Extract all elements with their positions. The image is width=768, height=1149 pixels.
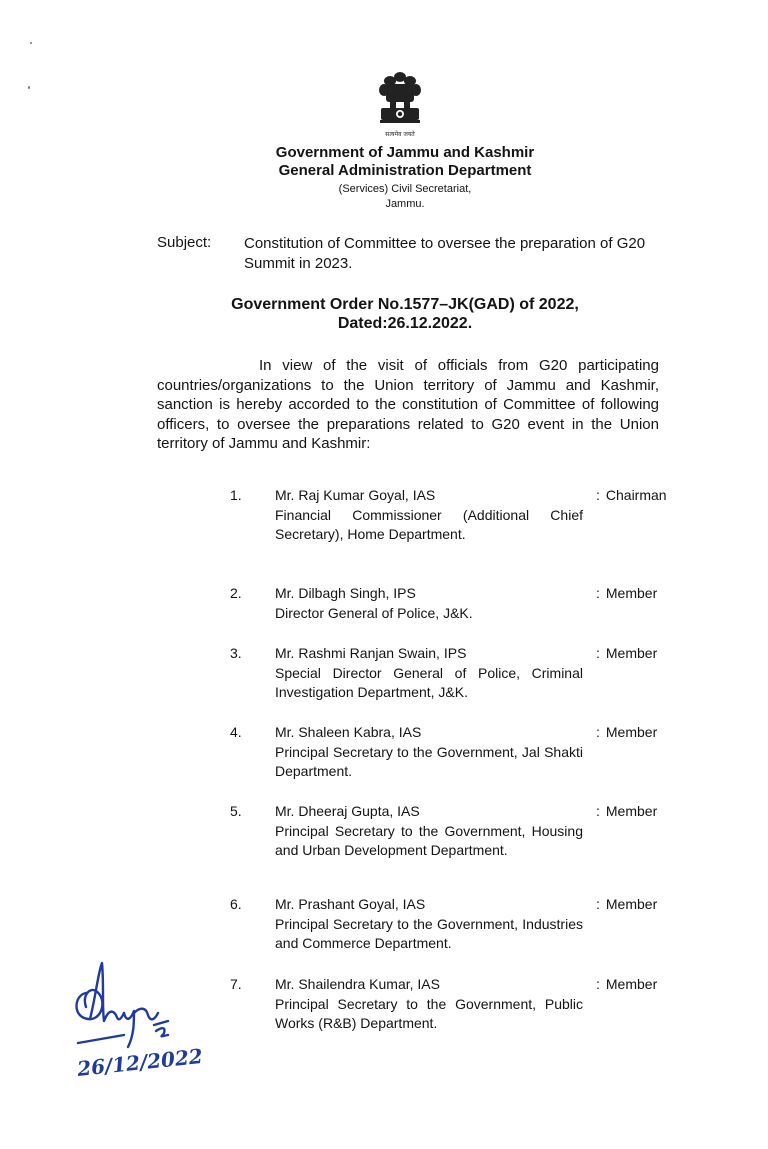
order-number: Government Order No.1577–JK(GAD) of 2022, [231, 296, 579, 313]
office-city: Jammu. [385, 198, 425, 210]
member-name: Mr. Raj Kumar Goyal, IAS [275, 487, 436, 503]
subject-text: Constitution of Committee to oversee the preparation of G20 Summit in 2023. [244, 235, 646, 272]
member-number: 2. [230, 585, 242, 601]
member-role: Member [605, 585, 658, 601]
member-number: 3. [230, 645, 242, 661]
role-colon: : [596, 803, 600, 819]
member-designation: Director General of Police, J&K. [275, 604, 473, 621]
department-name: General Administration Department [278, 162, 532, 179]
member-designation: Principal Secretary to the Government, Industries and Commerce Department. [275, 915, 583, 951]
svg-text:26/12/2022: 26/12/2022 [76, 1043, 204, 1081]
office-name: (Services) Civil Secretariat, [338, 183, 472, 195]
member-designation: Principal Secretary to the Government, Housing and Urban Development Department. [275, 822, 583, 858]
member-role: Member [605, 976, 658, 992]
order-date: Dated:26.12.2022. [337, 315, 473, 332]
role-colon: : [596, 585, 600, 601]
government-name: Government of Jammu and Kashmir [275, 144, 535, 161]
role-colon: : [596, 645, 600, 661]
member-name: Mr. Dheeraj Gupta, IAS [275, 803, 420, 819]
member-role: Member [605, 645, 658, 661]
role-colon: : [596, 976, 600, 992]
role-colon: : [596, 724, 600, 740]
member-role: Chairman [605, 487, 667, 503]
member-name: Mr. Dilbagh Singh, IPS [275, 585, 416, 601]
member-name: Mr. Shaleen Kabra, IAS [275, 724, 422, 740]
member-number: 1. [230, 487, 242, 503]
member-designation: Special Director General of Police, Criminal Investigation Department, J&K. [275, 664, 583, 700]
member-name: Mr. Prashant Goyal, IAS [275, 896, 426, 912]
member-number: 7. [230, 976, 242, 992]
member-role: Member [605, 724, 658, 740]
member-role: Member [605, 803, 658, 819]
role-colon: : [596, 487, 600, 503]
member-number: 5. [230, 803, 242, 819]
member-role: Member [605, 896, 658, 912]
member-number: 6. [230, 896, 242, 912]
role-colon: : [596, 896, 600, 912]
member-name: Mr. Shailendra Kumar, IAS [275, 976, 440, 992]
subject-label: Subject: [157, 234, 212, 251]
member-name: Mr. Rashmi Ranjan Swain, IPS [275, 645, 467, 661]
member-number: 4. [230, 724, 242, 740]
scan-speck [28, 86, 30, 89]
national-emblem-icon [372, 70, 428, 142]
order-paragraph: In view of the visit of officials from G20 participating countries/organizations to the Union territory of Jammu and Kashmir, sanction is hereby accorded to the constitution of Committee of following officers, to oversee the preparations related to G20 event in the Union territory of Jammu and Kashmir: [157, 357, 659, 452]
scan-speck [30, 42, 32, 44]
handwritten-signature [68, 955, 208, 1085]
member-designation: Principal Secretary to the Government, Jal Shakti Department. [275, 743, 583, 779]
svg-text:सत्यमेव जयते: सत्यमेव जयते [385, 131, 415, 138]
member-designation: Principal Secretary to the Government, Public Works (R&B) Department. [275, 995, 583, 1031]
member-designation: Financial Commissioner (Additional Chief Secretary), Home Department. [275, 506, 583, 542]
